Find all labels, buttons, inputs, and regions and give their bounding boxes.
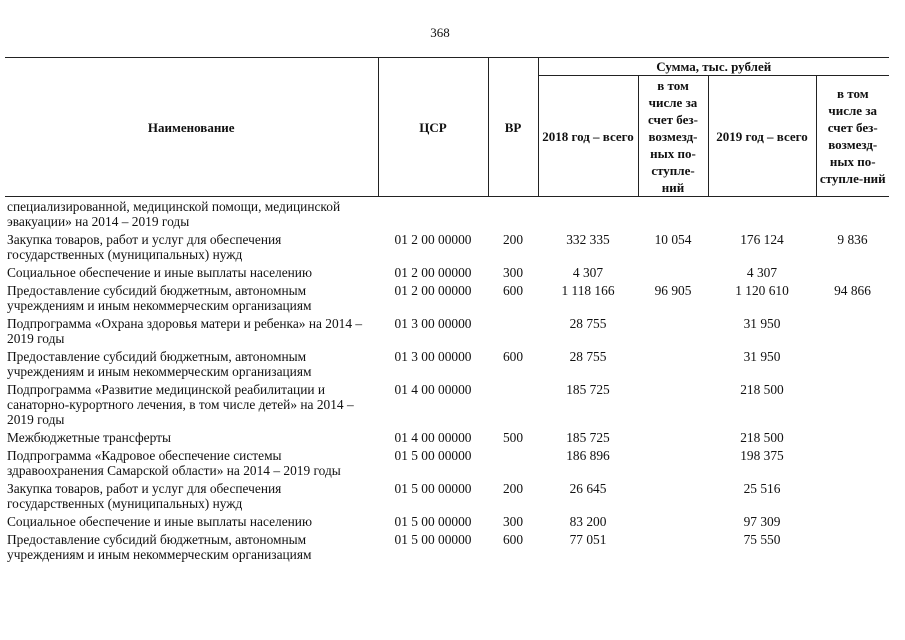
cell-2018-grants: 10 054 bbox=[654, 232, 692, 247]
cell-2018-grants bbox=[638, 316, 708, 349]
header-sum-group: Сумма, тыс. рублей bbox=[538, 58, 889, 76]
cell-csr: 01 2 00 00000 bbox=[394, 232, 472, 247]
cell-2018-total: 28 755 bbox=[569, 316, 607, 331]
cell-2018-grants bbox=[638, 532, 708, 565]
cell-2019-total: 218 500 bbox=[740, 430, 784, 445]
cell-2018-grants bbox=[638, 197, 708, 233]
cell-csr bbox=[378, 197, 488, 233]
cell-2018-total: 185 725 bbox=[566, 382, 610, 397]
cell-2018-grants bbox=[638, 349, 708, 382]
cell-2019-total: 1 120 610 bbox=[735, 283, 789, 298]
cell-2018-total: 4 307 bbox=[572, 265, 604, 280]
budget-table bbox=[5, 57, 889, 565]
cell-2019-grants bbox=[816, 481, 889, 514]
cell-vr bbox=[488, 448, 538, 481]
cell-vr bbox=[488, 316, 538, 349]
table-row bbox=[5, 197, 889, 233]
table-row bbox=[5, 349, 889, 382]
table-body bbox=[5, 197, 889, 566]
cell-2019-total: 176 124 bbox=[740, 232, 784, 247]
cell-name: Социальное обеспечение и иные выплаты населению bbox=[7, 514, 312, 529]
cell-2019-total: 25 516 bbox=[743, 481, 781, 496]
cell-2019-grants bbox=[816, 197, 889, 233]
header-2018-grants: в том числе за счет без-возмезд-ных по-ступле-ний bbox=[638, 76, 708, 197]
cell-2018-total: 26 645 bbox=[569, 481, 607, 496]
header-vr: ВР bbox=[488, 58, 538, 197]
table-row bbox=[5, 265, 889, 283]
cell-2019-grants bbox=[816, 349, 889, 382]
cell-name: Подпрограмма «Охрана здоровья матери и ребенка» на 2014 – 2019 годы bbox=[7, 316, 363, 346]
cell-2018-total bbox=[538, 197, 638, 233]
table-row bbox=[5, 448, 889, 481]
header-2019-total: 2019 год – всего bbox=[708, 76, 816, 197]
cell-csr: 01 4 00 00000 bbox=[394, 430, 472, 445]
table-row bbox=[5, 514, 889, 532]
cell-2019-total: 31 950 bbox=[743, 349, 781, 364]
cell-2018-total: 332 335 bbox=[566, 232, 610, 247]
cell-name: Предоставление субсидий бюджетным, автономным учреждениям и иным некоммерческим организациям bbox=[7, 349, 312, 379]
cell-vr: 600 bbox=[502, 532, 524, 547]
cell-2019-grants bbox=[816, 382, 889, 430]
table-row bbox=[5, 316, 889, 349]
cell-2019-total: 97 309 bbox=[743, 514, 781, 529]
cell-2018-total: 185 725 bbox=[566, 430, 610, 445]
cell-csr: 01 5 00 00000 bbox=[394, 532, 472, 547]
cell-csr: 01 3 00 00000 bbox=[394, 316, 472, 331]
cell-name: специализированной, медицинской помощи, медицинской эвакуации» на 2014 – 2019 годы bbox=[7, 199, 341, 229]
cell-vr bbox=[488, 197, 538, 233]
cell-vr: 600 bbox=[502, 283, 524, 298]
table-row bbox=[5, 382, 889, 430]
cell-2018-grants: 96 905 bbox=[654, 283, 692, 298]
cell-vr: 600 bbox=[502, 349, 524, 364]
header-name: Наименование bbox=[5, 58, 378, 197]
cell-name: Предоставление субсидий бюджетным, автономным учреждениям и иным некоммерческим организациям bbox=[7, 532, 312, 562]
cell-csr: 01 5 00 00000 bbox=[394, 448, 472, 463]
cell-2019-total: 4 307 bbox=[746, 265, 778, 280]
cell-2019-grants: 94 866 bbox=[834, 283, 871, 298]
cell-2019-total bbox=[708, 197, 816, 233]
table-row bbox=[5, 532, 889, 565]
cell-2018-grants bbox=[638, 382, 708, 430]
header-2018-total: 2018 год – всего bbox=[538, 76, 638, 197]
table-row bbox=[5, 481, 889, 514]
cell-vr: 200 bbox=[502, 481, 524, 496]
cell-csr: 01 3 00 00000 bbox=[394, 349, 472, 364]
cell-2018-total: 83 200 bbox=[569, 514, 607, 529]
cell-vr: 200 bbox=[502, 232, 524, 247]
cell-csr: 01 2 00 00000 bbox=[394, 265, 472, 280]
table-row bbox=[5, 430, 889, 448]
cell-vr: 300 bbox=[502, 265, 524, 280]
cell-csr: 01 2 00 00000 bbox=[394, 283, 472, 298]
cell-2019-total: 31 950 bbox=[743, 316, 781, 331]
cell-csr: 01 5 00 00000 bbox=[394, 481, 472, 496]
cell-name: Закупка товаров, работ и услуг для обеспечения государственных (муниципальных) нужд bbox=[7, 481, 282, 511]
cell-vr bbox=[488, 382, 538, 430]
cell-csr: 01 5 00 00000 bbox=[394, 514, 472, 529]
page-number: 368 bbox=[430, 25, 450, 40]
table-header bbox=[5, 58, 889, 197]
cell-2018-grants bbox=[638, 265, 708, 283]
cell-name: Социальное обеспечение и иные выплаты населению bbox=[7, 265, 312, 280]
cell-2018-total: 1 118 166 bbox=[561, 283, 615, 298]
cell-2019-grants bbox=[816, 448, 889, 481]
cell-name: Предоставление субсидий бюджетным, автономным учреждениям и иным некоммерческим организациям bbox=[7, 283, 312, 313]
cell-2018-grants bbox=[638, 514, 708, 532]
cell-2018-total: 186 896 bbox=[566, 448, 610, 463]
cell-2019-total: 75 550 bbox=[743, 532, 781, 547]
cell-2019-grants bbox=[816, 265, 889, 283]
cell-2019-grants bbox=[816, 430, 889, 448]
cell-2018-grants bbox=[638, 430, 708, 448]
cell-2019-grants bbox=[816, 532, 889, 565]
cell-2019-grants bbox=[816, 514, 889, 532]
cell-name: Подпрограмма «Кадровое обеспечение системы здравоохранения Самарской области» на 2014 – 2019 годы bbox=[7, 448, 341, 478]
header-csr: ЦСР bbox=[378, 58, 488, 197]
cell-name: Подпрограмма «Развитие медицинской реабилитации и санаторно-курортного лечения, в том числе детей» на 2014 – 2019 годы bbox=[7, 382, 354, 427]
cell-2019-grants: 9 836 bbox=[837, 232, 868, 247]
table-row bbox=[5, 232, 889, 265]
cell-2018-total: 28 755 bbox=[569, 349, 607, 364]
cell-2018-grants bbox=[638, 481, 708, 514]
table-row bbox=[5, 283, 889, 316]
cell-2019-total: 218 500 bbox=[740, 382, 784, 397]
cell-2019-total: 198 375 bbox=[740, 448, 784, 463]
cell-vr: 300 bbox=[502, 514, 524, 529]
cell-name: Закупка товаров, работ и услуг для обеспечения государственных (муниципальных) нужд bbox=[7, 232, 282, 262]
cell-2018-total: 77 051 bbox=[569, 532, 607, 547]
cell-csr: 01 4 00 00000 bbox=[394, 382, 472, 397]
cell-vr: 500 bbox=[502, 430, 524, 445]
cell-2019-grants bbox=[816, 316, 889, 349]
cell-name: Межбюджетные трансферты bbox=[7, 430, 171, 445]
header-2019-grants: в том числе за счет без-возмезд-ных по-ступле-ний bbox=[816, 76, 889, 197]
cell-2018-grants bbox=[638, 448, 708, 481]
